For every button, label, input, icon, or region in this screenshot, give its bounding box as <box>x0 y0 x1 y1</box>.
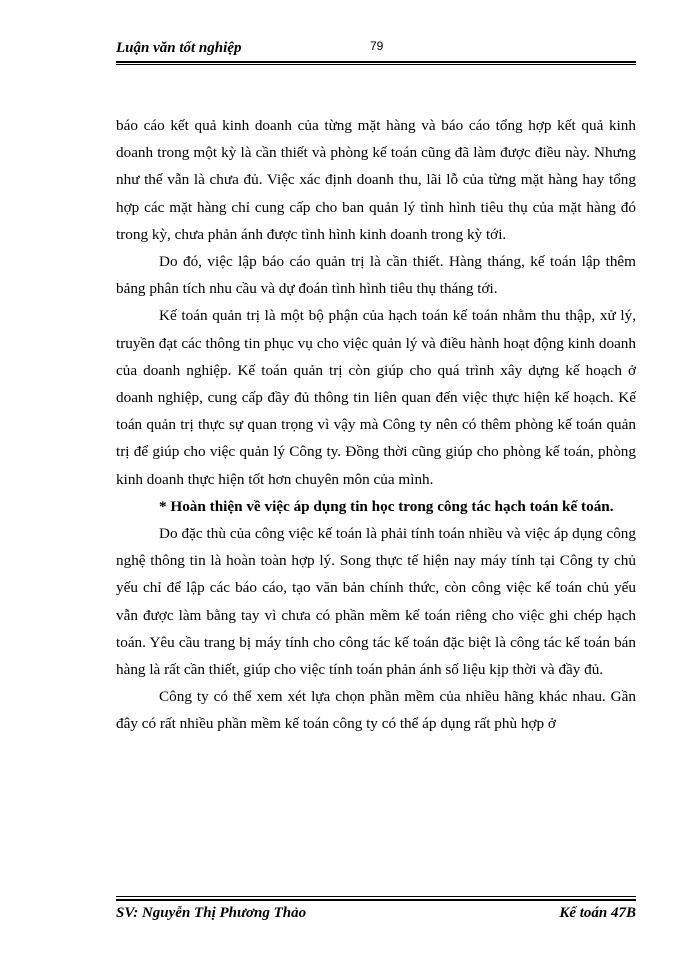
class-name: Kế toán 47B <box>559 905 636 921</box>
page-header <box>116 40 636 62</box>
paragraph-management-report: Do đó, việc lập báo cáo quản trị là cần thiết. Hàng tháng, kế toán lập thêm bảng phân tích nhu cầu và dự đoán tình hình tiêu thụ tháng tới. <box>116 253 636 298</box>
section-heading: * Hoàn thiện về việc áp dụng tin học trong công tác hạch toán kế toán. <box>159 497 614 515</box>
paragraph-continuation: báo cáo kết quả kinh doanh của từng mặt hàng và báo cáo tổng hợp kết quả kinh doanh trong một kỳ là cần thiết và phòng kế toán cũng đã làm được điều này. Nhưng như thế vẫn là chưa đủ. Việc xác định doanh thu, lãi lỗ của từng mặt hàng hay tổng hợp các mặt hàng chỉ cung cấp cho ban quản lý tình hình tiêu thụ của mặt hàng đó trong kỳ, chưa phản ánh được tình hình kinh doanh trong kỳ tới. <box>116 117 636 243</box>
header-rule <box>116 61 636 63</box>
page-footer <box>116 905 636 927</box>
thesis-title: Luận văn tốt nghiệp <box>116 40 242 56</box>
footer-rule <box>116 899 636 901</box>
paragraph-it-application: Do đặc thù của công việc kế toán là phải tính toán nhiều và việc áp dụng công nghệ thông tin là hoàn toàn hợp lý. Song thực tế hiện nay máy tính tại Công ty chủ yếu chỉ để lập các báo cáo, tạo văn bản chính thức, còn công việc kế toán chủ yếu vẫn được làm bằng tay vì chưa có phần mềm kế toán riêng cho việc ghi chép hạch toán. Yêu cầu trang bị máy tính cho công tác kế toán đặc biệt là công tác kế toán bán hàng là rất cần thiết, giúp cho việc tính toán phản ánh số liệu kịp thời và đầy đủ. <box>116 525 636 679</box>
header-rule-thin <box>116 64 636 65</box>
page-number: 79 <box>370 39 384 53</box>
paragraph-software-selection: Công ty có thể xem xét lựa chọn phần mềm của nhiều hãng khác nhau. Gần đây có rất nhiều phần mềm kế toán công ty có thể áp dụng rất phù hợp ở <box>116 688 636 733</box>
paragraph-management-accounting: Kế toán quản trị là một bộ phận của hạch toán kế toán nhằm thu thập, xử lý, truyền đạt các thông tin phục vụ cho việc quản lý và điều hành hoạt động kinh doanh của doanh nghiệp. Kế toán quản trị còn giúp cho quá trình xây dựng kế hoạch ở doanh nghiệp, cung cấp đầy đủ thông tin liên quan đến việc thực hiện kế hoạch. Kế toán quản trị thực sự quan trọng vì vậy mà Công ty nên có thêm phòng kế toán quản trị để giúp cho việc quản lý Công ty. Đồng thời cũng giúp cho phòng kế toán, phòng kinh doanh thực hiện tốt hơn chuyên môn của mình. <box>116 307 636 488</box>
student-name: SV: Nguyễn Thị Phương Thảo <box>116 905 307 921</box>
footer-rule-thin <box>116 896 636 897</box>
page-body <box>116 112 636 738</box>
